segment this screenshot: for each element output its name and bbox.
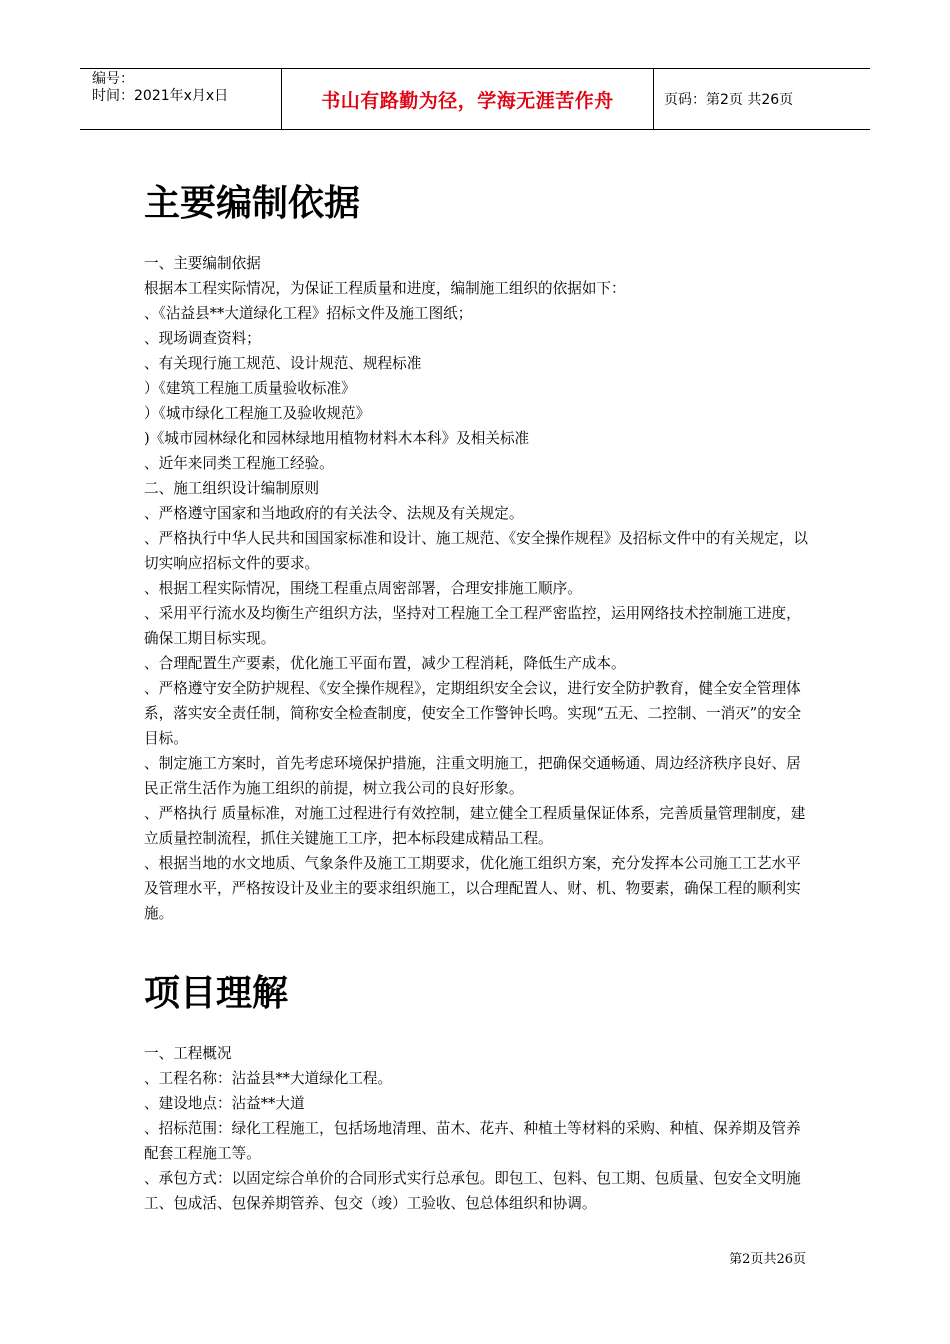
section-title-understanding: 项目理解 xyxy=(144,973,289,1014)
paragraph: 、采用平行流水及均衡生产组织方法，坚持对工程施工全工程严密监控，运用网络技术控制施工进度，确保工期目标实现。 xyxy=(144,605,801,647)
section-body-basis xyxy=(144,251,812,926)
paragraph: 、承包方式：以固定综合单价的合同形式实行总承包。即包工、包料、包工期、包质量、包安全文明施工、包成活、包保养期管养、包交（竣）工验收、包总体组织和协调。 xyxy=(144,1170,801,1212)
paragraph: 一、主要编制依据 xyxy=(144,255,261,272)
paragraph: 、根据当地的水文地质、气象条件及施工工期要求，优化施工组织方案，充分发挥本公司施工工艺水平及管理水平，严格按设计及业主的要求组织施工，以合理配置人、财、机、物要素，确保工程的顺利实施。 xyxy=(144,855,801,922)
paragraph: 、近年来同类工程施工经验。 xyxy=(144,455,334,472)
section-title-basis: 主要编制依据 xyxy=(144,183,361,224)
paragraph: 、制定施工方案时，首先考虑环境保护措施，注重文明施工，把确保交通畅通、周边经济秩序良好、居民正常生活作为施工组织的前提，树立我公司的良好形象。 xyxy=(144,755,801,797)
date-line: 时间：2021年x月x日 xyxy=(92,88,229,104)
paragraph: 、建设地点：沾益**大道 xyxy=(144,1095,305,1112)
paragraph: 、合理配置生产要素，优化施工平面布置，减少工程消耗，降低生产成本。 xyxy=(144,655,626,672)
header-page-label: 页码：第2页 共26页 xyxy=(664,92,794,108)
paragraph: 、根据工程实际情况，围绕工程重点周密部署，合理安排施工顺序。 xyxy=(144,580,582,597)
number-label: 编号： xyxy=(92,71,134,87)
paragraph: 、有关现行施工规范、设计规范、规程标准 xyxy=(144,355,422,372)
paragraph: 、严格遵守安全防护规程、《安全操作规程》，定期组织安全会议，进行安全防护教育，健全安全管理体系，落实安全责任制，简称安全检查制度，使安全工作警钟长鸣。实现“五无、二控制、一消灭”的安全目标。 xyxy=(144,680,802,747)
header-motto: 书山有路勤为径，学海无涯苦作舟 xyxy=(282,69,654,129)
page-footer: 第2页共26页 xyxy=(729,1252,806,1267)
paragraph: 、工程名称：沾益县**大道绿化工程。 xyxy=(144,1070,393,1087)
paragraph: 根据本工程实际情况，为保证工程质量和进度，编制施工组织的依据如下： xyxy=(144,280,626,297)
paragraph: 、严格遵守国家和当地政府的有关法令、法规及有关规定。 xyxy=(144,505,524,522)
paragraph: 一、工程概况 xyxy=(144,1045,232,1062)
paragraph: 、《沾益县**大道绿化工程》招标文件及施工图纸； xyxy=(144,305,473,322)
paragraph: 、严格执行中华人民共和国国家标准和设计、施工规范、《安全操作规程》及招标文件中的有关规定，以切实响应招标文件的要求。 xyxy=(144,530,809,572)
paragraph: )《城市园林绿化和园林绿地用植物材料木本科》及相关标准 xyxy=(144,430,530,447)
section-body-understanding xyxy=(144,1041,812,1216)
paragraph: 、现场调查资料； xyxy=(144,330,261,347)
paragraph: 二、施工组织设计编制原则 xyxy=(144,480,320,497)
page-header xyxy=(80,68,870,130)
paragraph: 、严格执行 质量标准，对施工过程进行有效控制，建立健全工程质量保证体系，完善质量管理制度，建立质量控制流程，抓住关键施工工序，把本标段建成精品工程。 xyxy=(144,805,806,847)
header-meta xyxy=(80,69,282,129)
paragraph: 、招标范围：绿化工程施工，包括场地清理、苗木、花卉、种植土等材料的采购、种植、保养期及管养配套工程施工等。 xyxy=(144,1120,801,1162)
paragraph: ）《城市绿化工程施工及验收规范》 xyxy=(144,405,371,422)
paragraph: ）《建筑工程施工质量验收标准》 xyxy=(144,380,356,397)
